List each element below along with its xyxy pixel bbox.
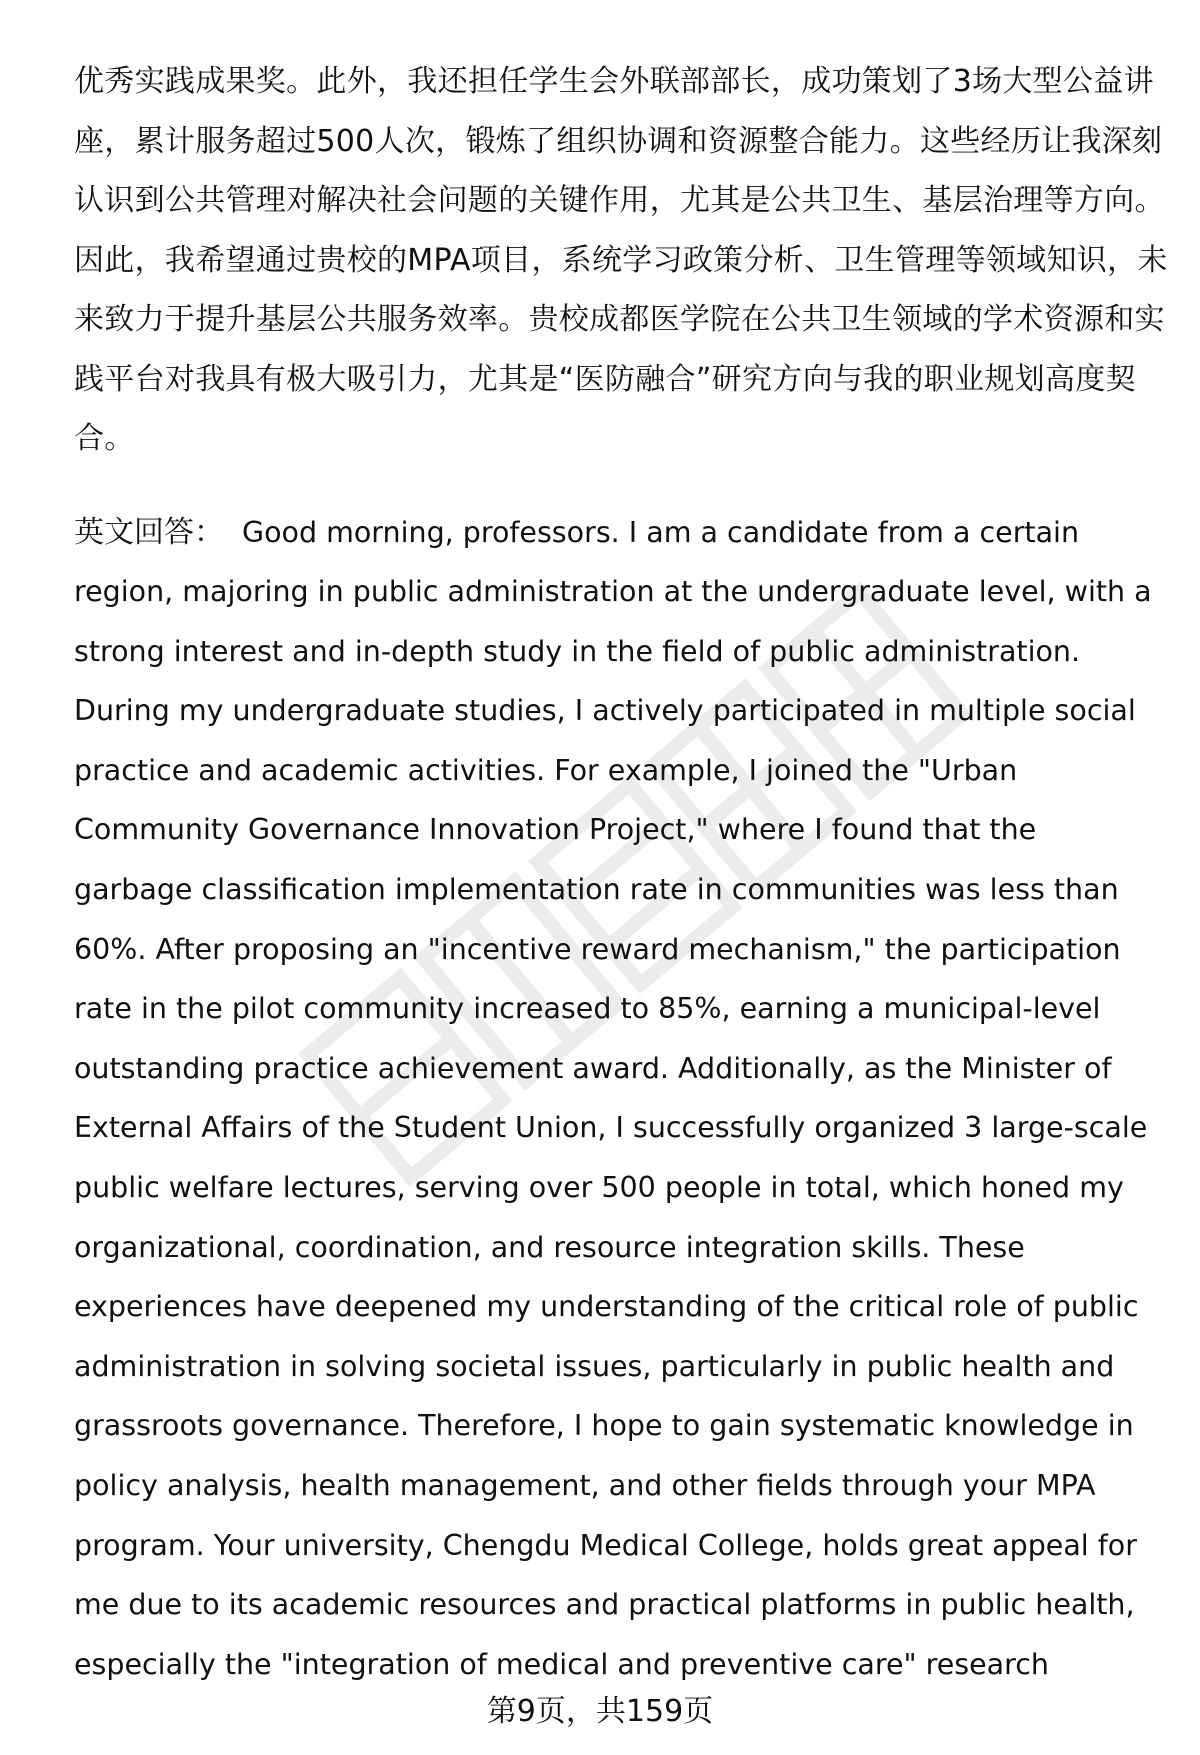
text-line: 践平台对我具有极大吸引力，尤其是“医防融合”研究方向与我的职业规划高度契 [74, 361, 1136, 397]
text-line: public welfare lectures, serving over 500 people in total, which honed my [74, 1171, 1124, 1205]
text-line: 因此，我希望通过贵校的MPA项目，系统学习政策分析、卫生管理等领域知识，未 [74, 242, 1168, 278]
text-line: administration in solving societal issues, particularly in public health and [74, 1349, 1115, 1383]
text-line: practice and academic activities. For example, I joined the "Urban [74, 753, 1018, 787]
text-line: especially the "integration of medical and preventive care" research [74, 1647, 1049, 1681]
text-line: 合。 [74, 421, 135, 456]
text-line: outstanding practice achievement award. Additionally, as the Minister of [74, 1051, 1112, 1085]
text-line: rate in the pilot community increased to 85%, earning a municipal-level [74, 992, 1101, 1026]
text-line: Community Governance Innovation Project," where I found that the [74, 813, 1037, 847]
text-line: strong interest and in-depth study in the field of public administration. [74, 634, 1081, 668]
text-line: 座，累计服务超过500人次，锻炼了组织协调和资源整合能力。这些经历让我深刻 [74, 123, 1163, 159]
document-body [74, 52, 1168, 1694]
page-number-indicator: 第9页，共159页 [486, 1694, 714, 1729]
text-line: grassroots governance. Therefore, I hope to gain systematic knowledge in [74, 1409, 1134, 1443]
text-line [74, 503, 1154, 563]
text-line: External Affairs of the Student Union, I successfully organized 3 large-scale [74, 1111, 1148, 1145]
text-line: policy analysis, health management, and other fields through your MPA [74, 1469, 1096, 1502]
page-footer [0, 1692, 1200, 1732]
text-line: me due to its academic resources and practical platforms in public health, [74, 1588, 1135, 1622]
text-line: During my undergraduate studies, I actively participated in multiple social [74, 694, 1136, 728]
text-line-content: Good morning, professors. I am a candidate from a certain [242, 515, 1080, 549]
text-line: 认识到公共管理对解决社会问题的关键作用，尤其是公共卫生、基层治理等方向。 [74, 183, 1165, 218]
chinese-answer-paragraph [74, 52, 1168, 469]
text-line: 来致力于提升基层公共服务效率。贵校成都医学院在公共卫生领域的学术资源和实 [74, 302, 1165, 337]
text-line: 优秀实践成果奖。此外，我还担任学生会外联部部长，成功策划了3场大型公益讲 [74, 64, 1154, 99]
text-line: garbage classification implementation rate in communities was less than [74, 873, 1119, 907]
text-line: region, majoring in public administration at the undergraduate level, with a [74, 575, 1152, 609]
text-line: experiences have deepened my understanding of the critical role of public [74, 1290, 1139, 1324]
text-line: organizational, coordination, and resource integration skills. These [74, 1230, 1025, 1264]
english-answer-label: 英文回答： [74, 514, 224, 550]
english-answer-paragraph [74, 503, 1154, 1695]
text-line: 60%. After proposing an "incentive reward mechanism," the participation [74, 932, 1121, 966]
text-line: program. Your university, Chengdu Medical College, holds great appeal for [74, 1528, 1137, 1562]
